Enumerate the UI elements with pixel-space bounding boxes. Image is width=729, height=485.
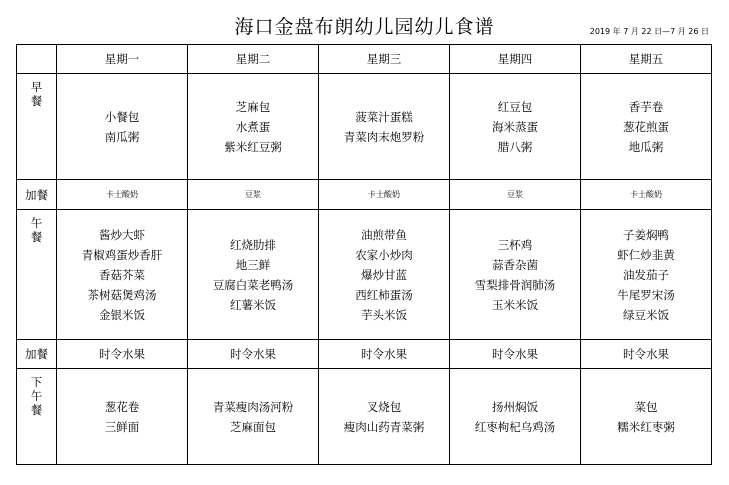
lunch-cell: [188, 210, 319, 340]
dish-item: 油发茄子: [623, 267, 669, 282]
snack1-cell: 豆浆: [450, 180, 581, 210]
dish-item: 叉烧包: [366, 399, 402, 414]
dish-item: 糯米红枣粥: [617, 419, 675, 434]
dish-item: 青菜肉末炮罗粉: [343, 129, 425, 144]
lunch-cell: [57, 210, 188, 340]
meal-label-breakfast: 早 餐: [17, 74, 57, 180]
corner-cell: [17, 45, 57, 74]
dish-item: 芝麻包: [235, 99, 271, 114]
afternoon-cell: [188, 369, 319, 465]
dish-item: 油煎带鱼: [361, 227, 407, 242]
dish-item: 葱花卷: [104, 399, 140, 414]
lunch-cell: [319, 210, 450, 340]
dish-item: 农家小炒肉: [355, 247, 413, 262]
dish-item: 菠菜汁蛋糕: [355, 109, 413, 124]
dish-item: 金银米饭: [99, 307, 145, 322]
snack1-cell: 卡士酸奶: [319, 180, 450, 210]
snack1-row: [17, 180, 712, 210]
header-row: [17, 45, 712, 74]
dish-item: 红豆包: [497, 99, 533, 114]
snack1-cell: 豆浆: [188, 180, 319, 210]
lunch-cell: [450, 210, 581, 340]
day-header: 星期三: [319, 45, 450, 74]
dish-item: 小餐包: [104, 109, 140, 124]
snack2-cell: 时令水果: [319, 340, 450, 369]
dish-item: 玉米米饭: [492, 297, 538, 312]
lunch-row: [17, 210, 712, 340]
dish-item: 香菇芥菜: [99, 267, 145, 282]
dish-item: 虾仁炒韭黄: [617, 247, 675, 262]
dish-item: 爆炒甘蓝: [361, 267, 407, 282]
afternoon-row: [17, 369, 712, 465]
snack2-cell: 时令水果: [188, 340, 319, 369]
dish-item: 瘦肉山药青菜粥: [343, 419, 425, 434]
dish-item: 南瓜粥: [104, 129, 140, 144]
dish-item: 酱炒大虾: [99, 227, 145, 242]
snack2-cell: 时令水果: [450, 340, 581, 369]
day-header: 星期二: [188, 45, 319, 74]
menu-table: [16, 44, 712, 465]
dish-item: 菜包: [634, 399, 658, 414]
dish-item: 紫米红豆粥: [224, 139, 282, 154]
dish-item: 海米蒸蛋: [492, 119, 538, 134]
meal-label-snack2: 加餐: [17, 340, 57, 369]
snack2-cell: 时令水果: [581, 340, 712, 369]
snack2-row: [17, 340, 712, 369]
afternoon-cell: [319, 369, 450, 465]
dish-item: 红烧肋排: [230, 237, 276, 252]
meal-label-afternoon: 下 午 餐: [17, 369, 57, 465]
dish-item: 雪梨排骨润肺汤: [474, 277, 556, 292]
page-title: 海口金盘布朗幼儿园幼儿食谱: [234, 16, 495, 38]
dish-item: 三杯鸡: [497, 237, 533, 252]
day-header: 星期五: [581, 45, 712, 74]
dish-item: 地瓜粥: [628, 139, 664, 154]
dish-item: 子姜焖鸭: [623, 227, 669, 242]
afternoon-cell: [581, 369, 712, 465]
dish-item: 青椒鸡蛋炒香肝: [81, 247, 163, 262]
breakfast-cell: [188, 74, 319, 180]
dish-item: 扬州焖饭: [492, 399, 538, 414]
dish-item: 红枣枸杞乌鸡汤: [474, 419, 556, 434]
meal-label-lunch: 午 餐: [17, 210, 57, 340]
dish-item: 三鲜面: [104, 419, 140, 434]
snack1-cell: 卡士酸奶: [57, 180, 188, 210]
dish-item: 蒜香杂菌: [492, 257, 538, 272]
dish-item: 青菜瘦肉汤河粉: [212, 399, 294, 414]
afternoon-cell: [450, 369, 581, 465]
day-header: 星期一: [57, 45, 188, 74]
dish-item: 腊八粥: [497, 139, 533, 154]
breakfast-cell: [57, 74, 188, 180]
breakfast-cell: [319, 74, 450, 180]
date-range: 2019 年 7 月 22 日—7 月 26 日: [589, 27, 709, 36]
dish-item: 茶树菇煲鸡汤: [87, 287, 157, 302]
dish-item: 豆腐白菜老鸭汤: [212, 277, 294, 292]
breakfast-row: [17, 74, 712, 180]
snack1-cell: 卡士酸奶: [581, 180, 712, 210]
meal-label-snack1: 加餐: [17, 180, 57, 210]
dish-item: 水煮蛋: [235, 119, 271, 134]
dish-item: 红薯米饭: [230, 297, 276, 312]
dish-item: 香芋卷: [628, 99, 664, 114]
lunch-cell: [581, 210, 712, 340]
breakfast-cell: [581, 74, 712, 180]
snack2-cell: 时令水果: [57, 340, 188, 369]
day-header: 星期四: [450, 45, 581, 74]
afternoon-cell: [57, 369, 188, 465]
dish-item: 芋头米饭: [361, 307, 407, 322]
breakfast-cell: [450, 74, 581, 180]
dish-item: 绿豆米饭: [623, 307, 669, 322]
dish-item: 牛尾罗宋汤: [617, 287, 675, 302]
dish-item: 西红柿蛋汤: [355, 287, 413, 302]
dish-item: 芝麻面包: [230, 419, 276, 434]
dish-item: 葱花煎蛋: [623, 119, 669, 134]
dish-item: 地三鲜: [235, 257, 271, 272]
